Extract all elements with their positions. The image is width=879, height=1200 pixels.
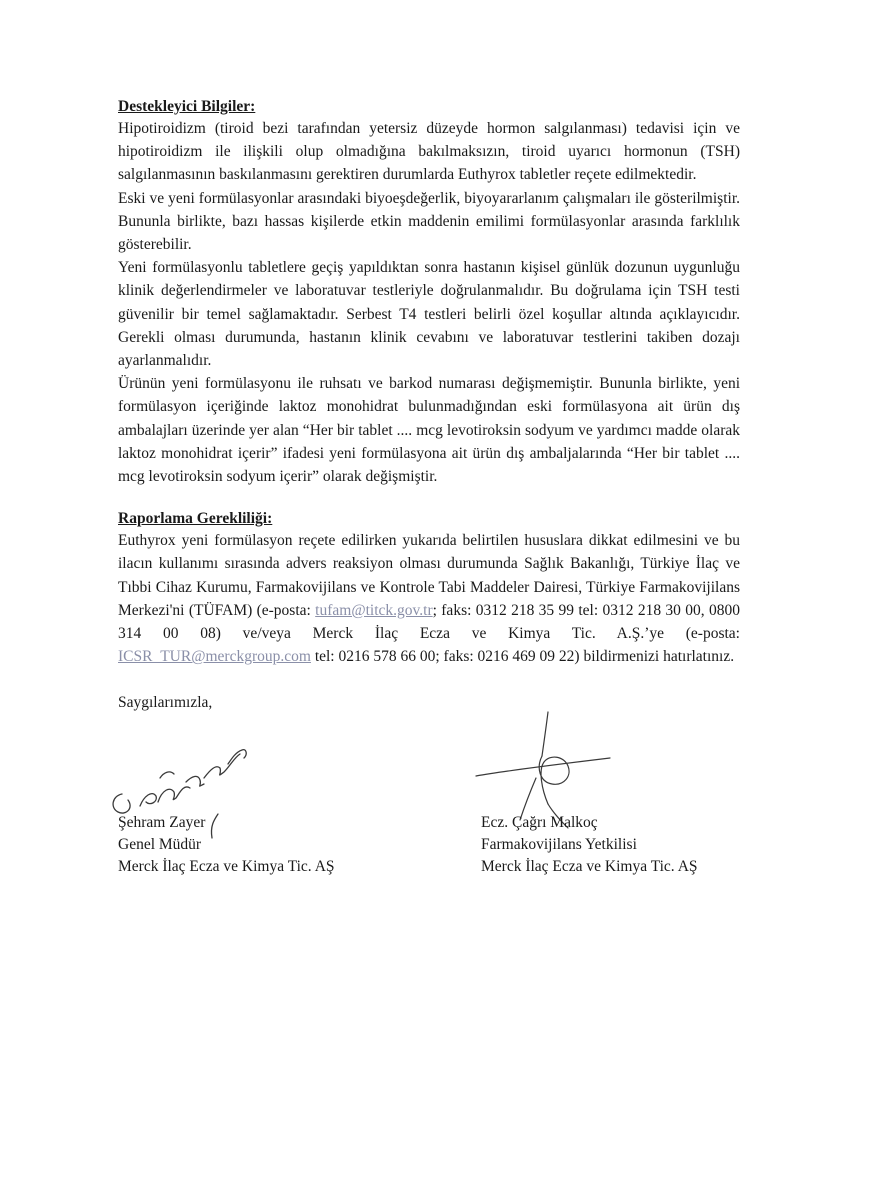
- supporting-info-paragraph-4: Ürünün yeni formülasyonu ile ruhsatı ve barkod numarası değişmemiştir. Bununla birlikte, yeni formülasyon içeriğinde laktoz monohidrat bulunmadığından eski formülasyona ait ürün dış ambalajları üzerinde yer alan “Her bir tablet .... mcg levotiroksin sodyum ve yardımcı madde olarak laktoz monohidrat içerir” ifadesi yeni formülasyona ait ürün dış ambaljalarında “Her bir tablet .... mcg levotiroksin sodyum içerir” olarak değişmiştir.: [118, 375, 740, 486]
- closing-salutation: Saygılarımızla,: [118, 694, 213, 712]
- supporting-info-paragraph-3: Yeni formülasyonlu tabletlere geçiş yapıldıktan sonra hastanın kişisel günlük dozunun uygunluğu klinik değerlendirmeler ve laboratuvar testleriyle doğrulanmalıdır. Bu doğrulama için TSH testi güvenilir bir temel sağlamaktadır. Serbest T4 testleri belirli özel koşullar altında açıklayıcıdır. Gerekli olması durumunda, hastanın klinik cevabını ve laboratuvar testlerini takiben dozajı ayarlanmalıdır.: [118, 259, 740, 370]
- right-signatory-title: Farmakovijilans Yetkilisi: [481, 836, 637, 853]
- left-signatory: [118, 812, 335, 878]
- reporting-paragraph: [118, 529, 740, 668]
- right-signatory-company: Merck İlaç Ecza ve Kimya Tic. AŞ: [481, 858, 698, 875]
- right-signatory-name: Ecz. Çağrı Malkoç: [481, 814, 598, 831]
- letter-body: [118, 96, 740, 713]
- reporting-text-1: Euthyrox yeni formülasyon reçete edilirken yukarıda belirtilen hususlara dikkat edilmesini ve bu ilacın kullanımı sırasında advers reaksiyon olması durumunda Sağlık Bakanlığı, Türkiye İlaç ve Tıbbi Cihaz Kurumu, Farmakovijilans ve Kontrole Tabi Maddeler Dairesi, Türkiye Farmakovijilans Merkezi'ni (TÜFAM) (e-posta:: [118, 532, 740, 619]
- supporting-info-heading: Destekleyici Bilgiler:: [118, 98, 256, 115]
- right-signatory: [481, 812, 698, 878]
- tufam-email-link[interactable]: tufam@titck.gov.tr: [315, 601, 433, 619]
- left-signatory-name: Şehram Zayer: [118, 814, 206, 831]
- left-signatory-title: Genel Müdür: [118, 836, 202, 853]
- reporting-text-2: ; faks: 0312 218 35 99 tel: 0312 218 30 00, 0800 314 00 08) ve/veya Merck İlaç Ecza ve Kimya Tic. A.Ş.’ye (e-posta:: [118, 601, 740, 643]
- supporting-info-paragraph-1: Hipotiroidizm (tiroid bezi tarafından yetersiz düzeyde hormon salgılanması) tedavisi için ve hipotiroidizm ile ilişkili olup olmadığına bakılmaksızın, tiroid uyarıcı hormonun (TSH) salgılanmasının baskılanmasını gerektiren durumlarda Euthyrox tabletler reçete edilmektedir.: [118, 120, 740, 184]
- left-signatory-company: Merck İlaç Ecza ve Kimya Tic. AŞ: [118, 858, 335, 875]
- supporting-info-paragraph-2: Eski ve yeni formülasyonlar arasındaki biyoeşdeğerlik, biyoyararlanım çalışmaları ile gösterilmiştir. Bununla birlikte, bazı hassas kişilerde etkin maddenin emilimi formülasyonlar arasında farklılık gösterebilir.: [118, 189, 740, 254]
- reporting-heading: Raporlama Gerekliliği:: [118, 510, 273, 528]
- reporting-text-3: tel: 0216 578 66 00; faks: 0216 469 09 22) bildirmenizi hatırlatınız.: [310, 648, 735, 666]
- merck-email-link[interactable]: ICSR_TUR@merckgroup.com: [118, 648, 311, 666]
